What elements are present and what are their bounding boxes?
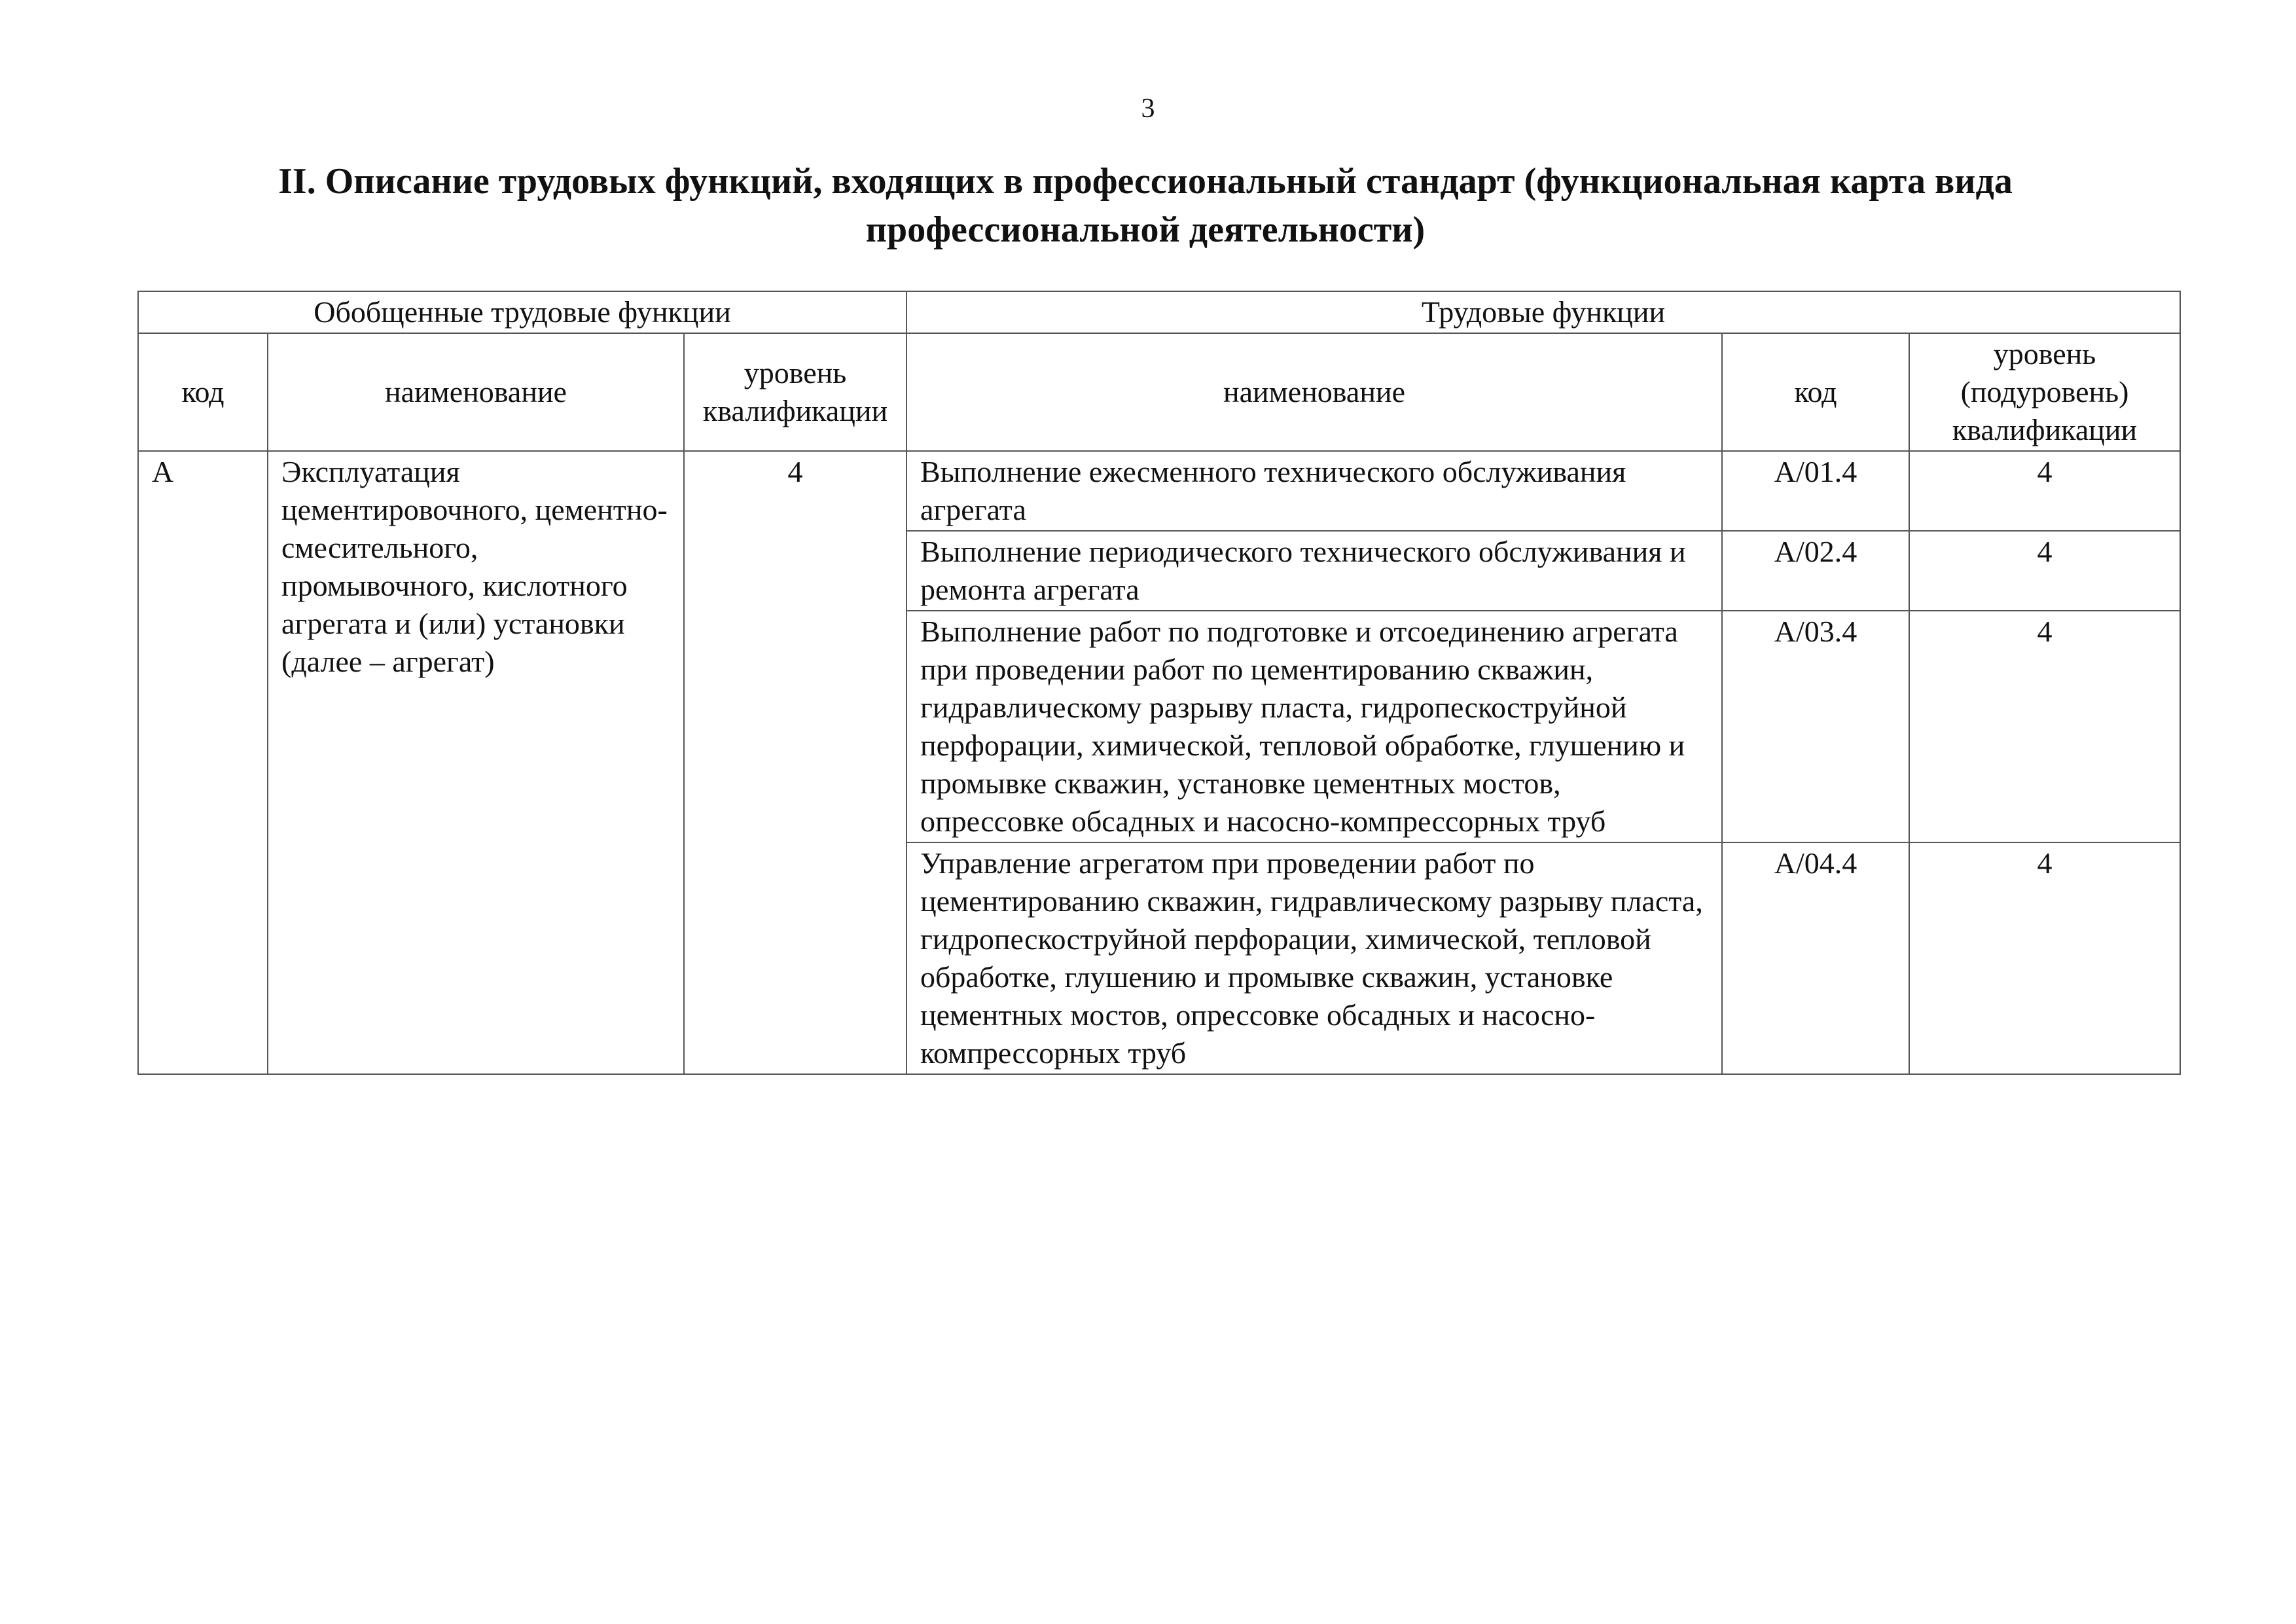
func-level-cell: 4 <box>1909 451 2180 531</box>
func-name-cell: Выполнение работ по подготовке и отсоединению агрегата при проведении работ по цементированию скважин, гидравлическому разрыву пласта, гидропескоструйной перфорации, химической, тепловой обработке, глушению и промывке скважин, установке цементных мостов, опрессовке обсадных и насосно-компрессорных труб <box>906 611 1722 842</box>
func-name-cell: Выполнение ежесменного технического обслуживания агрегата <box>906 451 1722 531</box>
gen-code-header: код <box>138 333 268 451</box>
generalized-functions-header: Обобщенные трудовые функции <box>138 291 906 333</box>
func-code-cell: А/02.4 <box>1722 531 1909 611</box>
func-level-cell: 4 <box>1909 611 2180 842</box>
page-number: 3 <box>1141 94 1155 124</box>
column-header-row <box>138 333 2180 451</box>
functional-map-table <box>137 291 2181 1075</box>
gen-level-header: уровень квалификации <box>684 333 906 451</box>
func-code-cell: А/01.4 <box>1722 451 1909 531</box>
func-level-cell: 4 <box>1909 842 2180 1074</box>
func-name-cell: Управление агрегатом при проведении работ по цементированию скважин, гидравлическому разрыву пласта, гидропескоструйной перфорации, химической, тепловой обработке, глушению и промывке скважин, установке цементных мостов, опрессовке обсадных и насосно-компрессорных труб <box>906 842 1722 1074</box>
gen-level-cell: 4 <box>684 451 906 1074</box>
func-level-header: уровень (подуровень) квалификации <box>1909 333 2180 451</box>
labor-functions-header: Трудовые функции <box>906 291 2180 333</box>
table-row <box>138 451 2180 531</box>
func-level-cell: 4 <box>1909 531 2180 611</box>
group-header-row <box>138 291 2180 333</box>
gen-code-cell: А <box>138 451 268 1074</box>
gen-name-header: наименование <box>268 333 684 451</box>
section-title: II. Описание трудовых функций, входящих в профессиональный стандарт (функциональная карта вида профессиональной деятельности) <box>278 161 2013 250</box>
func-code-cell: А/04.4 <box>1722 842 1909 1074</box>
func-code-cell: А/03.4 <box>1722 611 1909 842</box>
func-name-cell: Выполнение периодического технического обслуживания и ремонта агрегата <box>906 531 1722 611</box>
func-name-header: наименование <box>906 333 1722 451</box>
gen-name-cell: Эксплуатация цементировочного, цементно-смесительного, промывочного, кислотного агрегата и (или) установки (далее – агрегат) <box>268 451 684 1074</box>
func-code-header: код <box>1722 333 1909 451</box>
